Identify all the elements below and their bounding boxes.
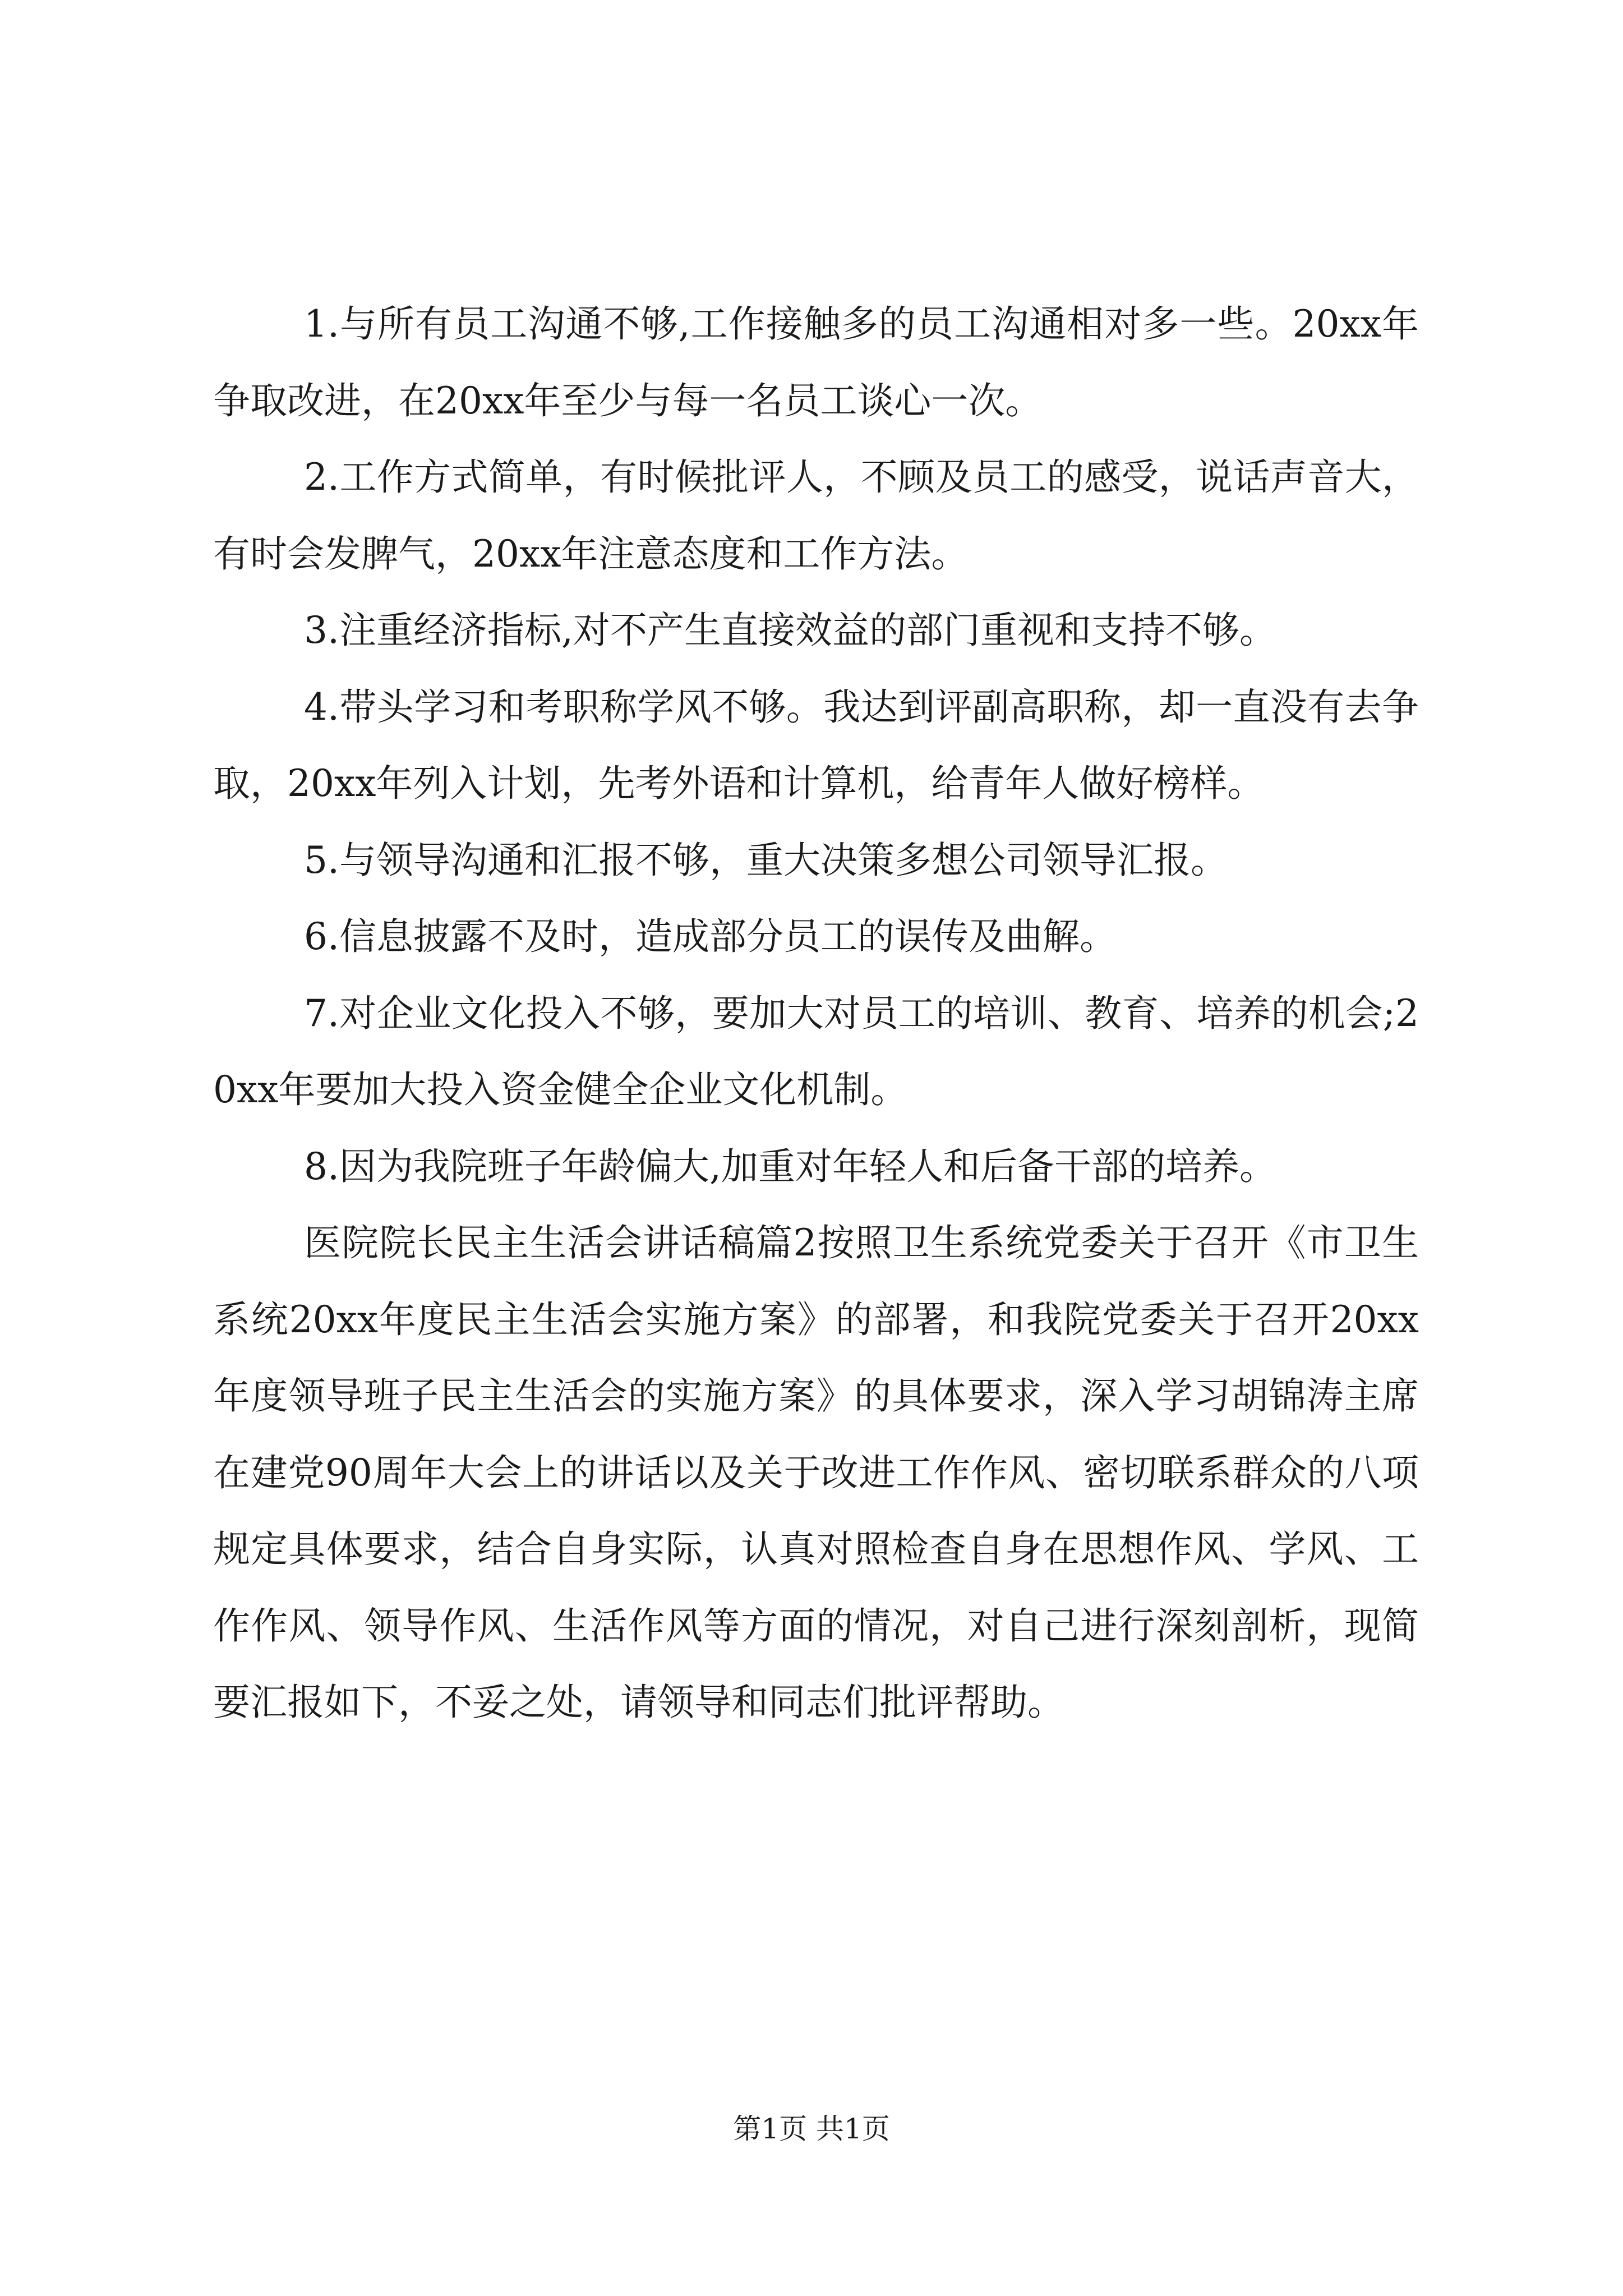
paragraph-item-7: 7.对企业文化投入不够，要加大对员工的培训、教育、培养的机会;20xx年要加大投入资金健全企业文化机制。 — [213, 991, 1419, 1111]
paragraph-item-2: 2.工作方式简单，有时候批评人，不顾及员工的感受，说话声音大，有时会发脾气，20xx年注意态度和工作方法。 — [213, 455, 1419, 576]
paragraph-item-1: 1.与所有员工沟通不够,工作接触多的员工沟通相对多一些。20xx年争取改进，在20xx年至少与每一名员工谈心一次。 — [213, 302, 1419, 422]
paragraph-item-8: 8.因为我院班子年龄偏大,加重对年轻人和后备干部的培养。 — [304, 1144, 1276, 1188]
speech-paragraph: 医院院长民主生活会讲话稿篇2按照卫生系统党委关于召开《市卫生系统20xx年度民主生活会实施方案》的部署，和我院党委关于召开20xx年度领导班子民主生活会的实施方案》的具体要求，深入学习胡锦涛主席在建党90周年大会上的讲话以及关于改进工作作风、密切联系群众的八项规定具体要求，结合自身实际，认真对照检查自身在思想作风、学风、工作作风、领导作风、生活作风等方面的情况，对自己进行深刻剖析，现简要汇报如下，不妥之处，请领导和同志们批评帮助。 — [213, 1221, 1419, 1724]
paragraph-item-5: 5.与领导沟通和汇报不够，重大决策多想公司领导汇报。 — [304, 838, 1228, 882]
paragraph-item-6: 6.信息披露不及时，造成部分员工的误传及曲解。 — [304, 915, 1117, 958]
page-footer — [0, 2112, 1623, 2146]
document-body — [213, 286, 1419, 1741]
paragraph-item-4: 4.带头学习和考职称学风不够。我达到评副高职称，却一直没有去争取，20xx年列入计划，先考外语和计算机，给青年人做好榜样。 — [213, 685, 1419, 805]
page-number-label: 第1页 共1页 — [733, 2113, 890, 2145]
paragraph-item-3: 3.注重经济指标,对不产生直接效益的部门重视和支持不够。 — [304, 609, 1276, 652]
